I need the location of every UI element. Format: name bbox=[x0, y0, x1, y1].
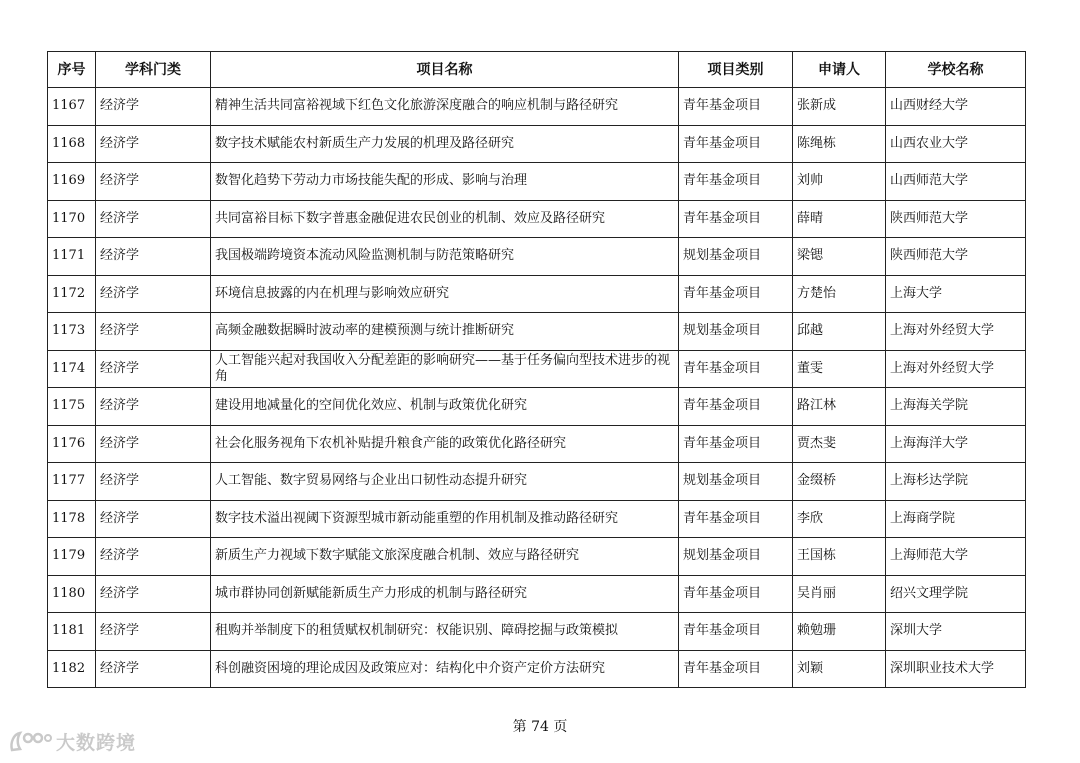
table-row bbox=[48, 275, 1026, 313]
cell-school-name: 上海对外经贸大学 bbox=[886, 313, 1026, 351]
cell-discipline: 经济学 bbox=[96, 275, 211, 313]
cell-project-name: 精神生活共同富裕视域下红色文化旅游深度融合的响应机制与路径研究 bbox=[211, 88, 679, 126]
table-row bbox=[48, 575, 1026, 613]
cell-applicant: 王国栋 bbox=[793, 538, 886, 576]
cell-discipline: 经济学 bbox=[96, 538, 211, 576]
header-serial-number: 序号 bbox=[48, 52, 96, 88]
cell-applicant: 刘颖 bbox=[793, 650, 886, 688]
cell-discipline: 经济学 bbox=[96, 88, 211, 126]
cell-school-name: 山西财经大学 bbox=[886, 88, 1026, 126]
cell-project-name: 环境信息披露的内在机理与影响效应研究 bbox=[211, 275, 679, 313]
cell-serial-number: 1170 bbox=[48, 200, 96, 238]
cell-project-name: 新质生产力视域下数字赋能文旅深度融合机制、效应与路径研究 bbox=[211, 538, 679, 576]
cell-project-name: 社会化服务视角下农机补贴提升粮食产能的政策优化路径研究 bbox=[211, 425, 679, 463]
table-row bbox=[48, 163, 1026, 201]
table-row bbox=[48, 388, 1026, 426]
cell-discipline: 经济学 bbox=[96, 463, 211, 501]
cell-school-name: 上海海洋大学 bbox=[886, 425, 1026, 463]
cell-discipline: 经济学 bbox=[96, 425, 211, 463]
cell-discipline: 经济学 bbox=[96, 350, 211, 388]
cell-school-name: 绍兴文理学院 bbox=[886, 575, 1026, 613]
header-project-category: 项目类别 bbox=[679, 52, 793, 88]
cell-project-name: 数智化趋势下劳动力市场技能失配的形成、影响与治理 bbox=[211, 163, 679, 201]
header-discipline: 学科门类 bbox=[96, 52, 211, 88]
table-row bbox=[48, 125, 1026, 163]
cell-applicant: 薛晴 bbox=[793, 200, 886, 238]
cell-school-name: 上海师范大学 bbox=[886, 538, 1026, 576]
cell-discipline: 经济学 bbox=[96, 313, 211, 351]
cell-school-name: 上海海关学院 bbox=[886, 388, 1026, 426]
page-number: 第 74 页 bbox=[512, 719, 568, 735]
cell-discipline: 经济学 bbox=[96, 200, 211, 238]
cell-project-name: 我国极端跨境资本流动风险监测机制与防范策略研究 bbox=[211, 238, 679, 276]
table-row bbox=[48, 613, 1026, 651]
cell-school-name: 上海杉达学院 bbox=[886, 463, 1026, 501]
cell-project-name: 城市群协同创新赋能新质生产力形成的机制与路径研究 bbox=[211, 575, 679, 613]
cell-project-category: 规划基金项目 bbox=[679, 313, 793, 351]
table-row bbox=[48, 500, 1026, 538]
cell-project-name: 科创融资困境的理论成因及政策应对：结构化中介资产定价方法研究 bbox=[211, 650, 679, 688]
cell-project-category: 青年基金项目 bbox=[679, 575, 793, 613]
cell-school-name: 深圳大学 bbox=[886, 613, 1026, 651]
cell-applicant: 方楚怡 bbox=[793, 275, 886, 313]
cell-applicant: 董雯 bbox=[793, 350, 886, 388]
watermark-text: 大数跨境 bbox=[56, 732, 137, 754]
cell-applicant: 贾杰斐 bbox=[793, 425, 886, 463]
header-project-name: 项目名称 bbox=[211, 52, 679, 88]
cell-serial-number: 1178 bbox=[48, 500, 96, 538]
cell-serial-number: 1168 bbox=[48, 125, 96, 163]
table-header-row bbox=[48, 52, 1026, 88]
table-row bbox=[48, 238, 1026, 276]
cell-applicant: 路江林 bbox=[793, 388, 886, 426]
cell-project-category: 青年基金项目 bbox=[679, 388, 793, 426]
cell-serial-number: 1180 bbox=[48, 575, 96, 613]
table-row bbox=[48, 313, 1026, 351]
cell-serial-number: 1179 bbox=[48, 538, 96, 576]
cell-applicant: 李欣 bbox=[793, 500, 886, 538]
cell-applicant: 梁锶 bbox=[793, 238, 886, 276]
cell-project-category: 青年基金项目 bbox=[679, 613, 793, 651]
table-row bbox=[48, 350, 1026, 388]
cell-school-name: 山西农业大学 bbox=[886, 125, 1026, 163]
cell-project-name: 租购并举制度下的租赁赋权机制研究：权能识别、障碍挖掘与政策模拟 bbox=[211, 613, 679, 651]
cell-project-category: 规划基金项目 bbox=[679, 238, 793, 276]
brand-logo-icon bbox=[8, 730, 52, 754]
cell-project-category: 青年基金项目 bbox=[679, 125, 793, 163]
cell-discipline: 经济学 bbox=[96, 163, 211, 201]
cell-school-name: 上海大学 bbox=[886, 275, 1026, 313]
cell-serial-number: 1175 bbox=[48, 388, 96, 426]
cell-project-category: 规划基金项目 bbox=[679, 463, 793, 501]
cell-school-name: 陕西师范大学 bbox=[886, 238, 1026, 276]
cell-serial-number: 1181 bbox=[48, 613, 96, 651]
cell-project-name: 人工智能、数字贸易网络与企业出口韧性动态提升研究 bbox=[211, 463, 679, 501]
cell-school-name: 陕西师范大学 bbox=[886, 200, 1026, 238]
cell-serial-number: 1167 bbox=[48, 88, 96, 126]
cell-applicant: 张新成 bbox=[793, 88, 886, 126]
cell-project-category: 青年基金项目 bbox=[679, 500, 793, 538]
cell-discipline: 经济学 bbox=[96, 500, 211, 538]
table-row bbox=[48, 425, 1026, 463]
cell-applicant: 刘帅 bbox=[793, 163, 886, 201]
cell-serial-number: 1174 bbox=[48, 350, 96, 388]
cell-serial-number: 1172 bbox=[48, 275, 96, 313]
cell-serial-number: 1177 bbox=[48, 463, 96, 501]
table-row bbox=[48, 463, 1026, 501]
cell-serial-number: 1169 bbox=[48, 163, 96, 201]
cell-serial-number: 1182 bbox=[48, 650, 96, 688]
cell-serial-number: 1176 bbox=[48, 425, 96, 463]
cell-project-name: 数字技术溢出视阈下资源型城市新动能重塑的作用机制及推动路径研究 bbox=[211, 500, 679, 538]
cell-discipline: 经济学 bbox=[96, 613, 211, 651]
cell-applicant: 陈绳栋 bbox=[793, 125, 886, 163]
cell-project-name: 人工智能兴起对我国收入分配差距的影响研究——基于任务偏向型技术进步的视角 bbox=[211, 350, 679, 388]
cell-discipline: 经济学 bbox=[96, 650, 211, 688]
cell-project-category: 青年基金项目 bbox=[679, 350, 793, 388]
cell-school-name: 深圳职业技术大学 bbox=[886, 650, 1026, 688]
cell-project-category: 青年基金项目 bbox=[679, 163, 793, 201]
table-body bbox=[48, 88, 1026, 688]
cell-applicant: 邱越 bbox=[793, 313, 886, 351]
cell-discipline: 经济学 bbox=[96, 575, 211, 613]
cell-project-category: 青年基金项目 bbox=[679, 88, 793, 126]
grant-projects-table bbox=[47, 51, 1026, 688]
cell-project-category: 青年基金项目 bbox=[679, 650, 793, 688]
cell-school-name: 上海商学院 bbox=[886, 500, 1026, 538]
table-row bbox=[48, 538, 1026, 576]
cell-school-name: 山西师范大学 bbox=[886, 163, 1026, 201]
cell-school-name: 上海对外经贸大学 bbox=[886, 350, 1026, 388]
cell-discipline: 经济学 bbox=[96, 125, 211, 163]
table-row bbox=[48, 200, 1026, 238]
cell-applicant: 吴肖丽 bbox=[793, 575, 886, 613]
cell-serial-number: 1173 bbox=[48, 313, 96, 351]
cell-serial-number: 1171 bbox=[48, 238, 96, 276]
cell-project-category: 规划基金项目 bbox=[679, 538, 793, 576]
watermark bbox=[8, 728, 136, 755]
cell-project-name: 高频金融数据瞬时波动率的建模预测与统计推断研究 bbox=[211, 313, 679, 351]
cell-applicant: 金缀桥 bbox=[793, 463, 886, 501]
cell-project-category: 青年基金项目 bbox=[679, 275, 793, 313]
cell-project-category: 青年基金项目 bbox=[679, 425, 793, 463]
cell-discipline: 经济学 bbox=[96, 238, 211, 276]
table-row bbox=[48, 88, 1026, 126]
cell-project-name: 共同富裕目标下数字普惠金融促进农民创业的机制、效应及路径研究 bbox=[211, 200, 679, 238]
header-applicant: 申请人 bbox=[793, 52, 886, 88]
cell-project-category: 青年基金项目 bbox=[679, 200, 793, 238]
cell-applicant: 赖勉珊 bbox=[793, 613, 886, 651]
cell-project-name: 数字技术赋能农村新质生产力发展的机理及路径研究 bbox=[211, 125, 679, 163]
cell-project-name: 建设用地减量化的空间优化效应、机制与政策优化研究 bbox=[211, 388, 679, 426]
header-school-name: 学校名称 bbox=[886, 52, 1026, 88]
cell-discipline: 经济学 bbox=[96, 388, 211, 426]
table-row bbox=[48, 650, 1026, 688]
